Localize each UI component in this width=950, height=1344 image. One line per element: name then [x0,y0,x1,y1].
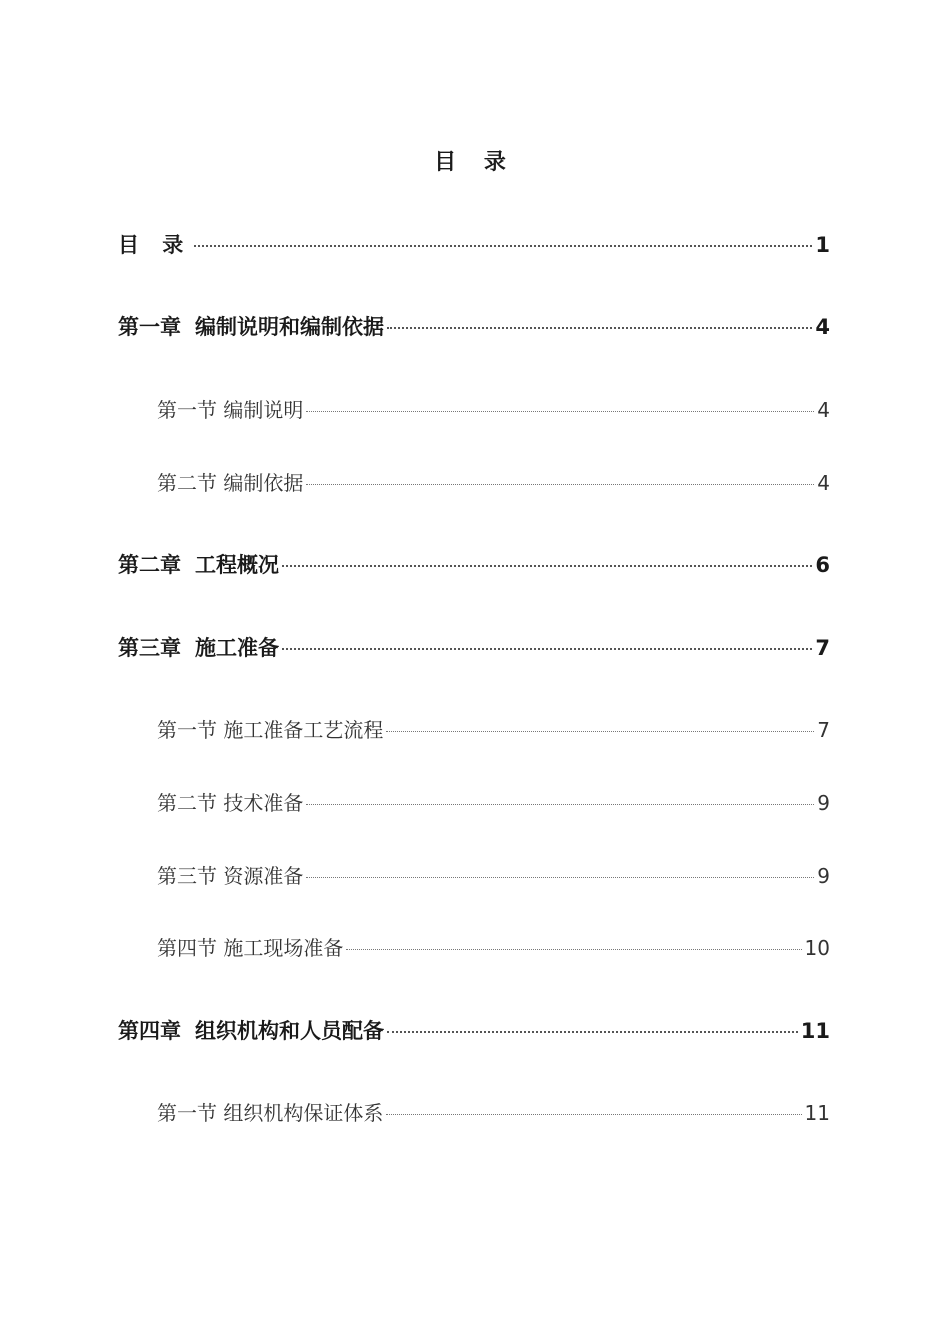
toc-entry-chapter-3[interactable] [118,633,830,663]
toc-dot-leader [306,484,814,485]
toc-chapter-title: 编制说明和编制依据 [195,315,384,339]
toc-entry-section-3-2[interactable] [157,788,830,818]
toc-dot-leader [194,245,812,247]
toc-entry-label [157,788,303,818]
toc-section-number: 第三节 [157,864,217,888]
toc-page-number: 7 [815,636,830,660]
toc-entry-chapter-4[interactable] [118,1016,830,1046]
toc-entry-section-1-2[interactable] [157,468,830,498]
toc-entry-label [118,633,279,663]
toc-entry-label [118,550,279,580]
toc-page-number: 4 [817,398,830,422]
toc-section-number: 第一节 [157,718,217,742]
toc-page-number: 9 [817,791,830,815]
toc-dot-leader [386,1114,801,1115]
toc-dot-leader [306,804,814,805]
toc-chapter-number: 第三章 [118,636,181,660]
toc-entry-label [157,715,383,745]
toc-section-number: 第二节 [157,791,217,815]
toc-section-title: 编制依据 [223,471,304,495]
toc-page-number: 1 [815,233,830,257]
toc-chapter-number: 第一章 [118,315,181,339]
toc-section-title: 资源准备 [223,864,304,888]
toc-entry-label [157,933,343,963]
toc-section-title: 编制说明 [223,398,304,422]
toc-dot-leader [387,327,812,329]
toc-dot-leader [386,731,814,732]
toc-entry-contents[interactable] [118,230,830,260]
toc-entry-label: 目 录 [118,233,192,257]
toc-entry-label [118,1016,384,1046]
toc-section-number: 第四节 [157,936,217,960]
toc-page-number: 11 [800,1019,830,1043]
toc-page-number: 4 [817,471,830,495]
toc-entry-section-1-1[interactable] [157,395,830,425]
toc-chapter-number: 第二章 [118,553,181,577]
toc-page-number: 9 [817,864,830,888]
toc-page-number: 6 [815,553,830,577]
toc-entry-label [157,1098,383,1128]
toc-entry-label [157,468,303,498]
toc-section-title: 技术准备 [223,791,304,815]
toc-page-number: 4 [815,315,830,339]
toc-section-number: 第二节 [157,471,217,495]
page-title: 目 录 [434,150,516,175]
toc-dot-leader [306,877,814,878]
toc-entry-section-3-1[interactable] [157,715,830,745]
toc-dot-leader [282,648,812,650]
toc-section-number: 第一节 [157,1101,217,1125]
toc-entry-chapter-2[interactable] [118,550,830,580]
toc-entry-label [157,395,303,425]
toc-dot-leader [346,949,801,950]
toc-section-title: 施工现场准备 [223,936,344,960]
toc-dot-leader [306,411,814,412]
toc-entry-section-3-3[interactable] [157,861,830,891]
toc-page-number: 7 [817,718,830,742]
toc-page-number: 10 [804,936,830,960]
toc-dot-leader [387,1031,798,1033]
toc-entry-chapter-1[interactable] [118,312,830,342]
toc-entry-section-3-4[interactable] [157,933,830,963]
toc-page-number: 11 [804,1101,830,1125]
toc-entry-section-4-1[interactable] [157,1098,830,1128]
toc-chapter-title: 施工准备 [195,636,279,660]
toc-section-title: 施工准备工艺流程 [223,718,384,742]
toc-dot-leader [282,565,812,567]
toc-entry-label [118,312,384,342]
toc-section-title: 组织机构保证体系 [223,1101,384,1125]
toc-section-number: 第一节 [157,398,217,422]
toc-chapter-title: 组织机构和人员配备 [195,1019,384,1043]
toc-chapter-title: 工程概况 [195,553,279,577]
toc-entry-label [157,861,303,891]
toc-chapter-number: 第四章 [118,1019,181,1043]
